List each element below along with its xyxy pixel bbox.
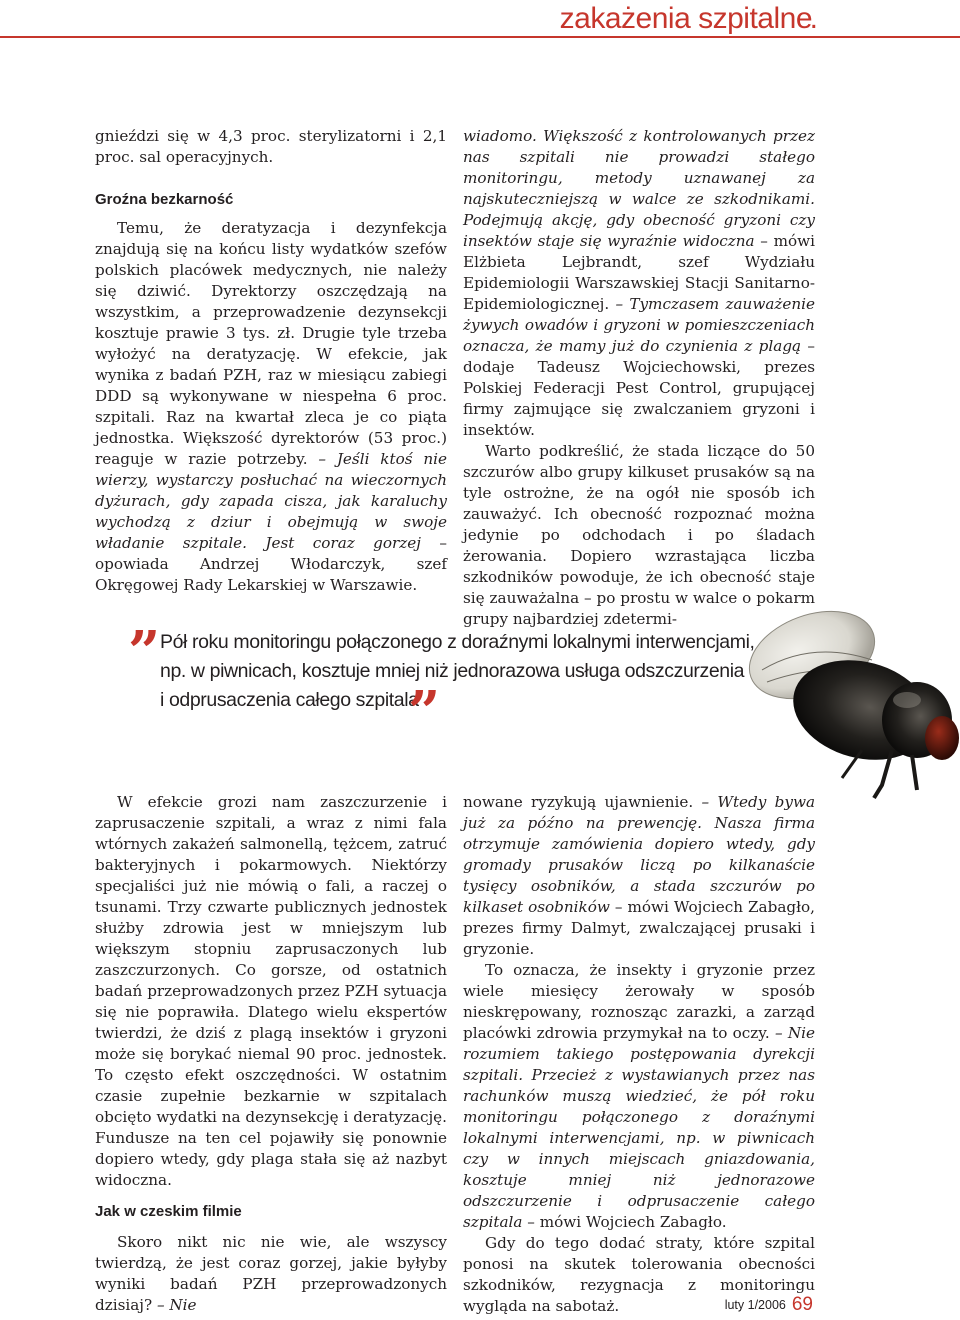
fly-photo	[742, 600, 960, 800]
paragraph: Skoro nikt nic nie wie, ale wszyscy twierdzą, że jest coraz gorzej, jakie byłyby wyniki badań PZH przeprowadzonych dzisiaj? – Nie	[95, 1233, 447, 1314]
column-2	[463, 126, 815, 630]
paragraph: W efekcie grozi nam zaszczurzenie i zaprusaczenie szpitali, a wraz z nimi fala wtórnych zakażeń salmonellą, tężcem, zatruć bakteryjnych i pokarmowych. Niektórzy specjaliści już nie mówią o fali, a raczej o tsunami. Trzy czwarte publicznych jednostek służby zdrowia jest w mniejszym lub większym stopniu zaprusaczonych lub zaszczurzonych. Co gorsze, od ostatnich badań przeprowadzonych przez PZH sytuacja się nie poprawiła. Dlatego wielu ekspertów twierdzi, że dziś z plagą insektów i gryzoni może się borykać niemal 90 proc. jednostek. To często efekt oszczędności. W ostatnim czasie zupełnie bezkarnie w szpitalach obcięto wydatki na dezynsekcję i deratyzację. Fundusze na ten cel pojawiły się ponownie dopiero wtedy, gdy plaga stała się aż nazbyt widoczna.	[95, 793, 447, 1189]
header-rule	[0, 36, 960, 38]
page-header	[0, 0, 960, 42]
pull-quote-text	[160, 628, 760, 715]
column-1	[95, 126, 447, 596]
open-quote-mark: ”	[128, 619, 161, 685]
fly-eye	[925, 716, 959, 760]
paragraph: wiadomo. Większość z kontrolowanych przez nas szpitali nie prowadzi stałego monitoringu, metody uznawanej za najskuteczniejszą w walce ze szkodnikami. Podejmują akcję, gdy obecność gryzoni czy insektów staje się wyraźnie widoczna – mówi Elżbieta Lejbrandt, szef Wydziału Epidemiologii Warszawskiej Stacji Sanitarno-Epidemiologicznej. – Tymczasem zauważenie żywych owadów i gryzoni w pomieszczeniach oznacza, że mamy już do czynienia z plagą – dodaje Tadeusz Wojciechowski, prezes Polskiej Federacji Pest Control, grupującej firmy zajmujące się zwalczaniem gryzoni i insektów.	[463, 127, 816, 439]
paragraph: Temu, że deratyzacja i dezynfekcja znajdują się na końcu listy wydatków szefów polskich placówek medycznych, nie należy się dziwić. Dyrektorzy oszczędzają na wszystkim, a przeprowadzenie dezynsekcji kosztuje prawie 3 tys. zł. Drugie tyle trzeba wyłożyć na deratyzację. W efekcie, jak wynika z badań PZH, raz w miesiącu zabiegi DDD są wykonywane w niespełna 6 proc. szpitali. Raz na kwartał zleca je co piąta jednostka. Większość dyrektorów (53 proc.) reaguje w razie potrzeby. – Jeśli ktoś nie wierzy, wystarczy posłuchać na wieczornych dyżurach, gdy zapada cisza, jak karaluchy wychodzą z dziur i obejmują w swoje władanie szpitale. Jest coraz gorzej – opowiada Andrzej Włodarczyk, szef Okręgowej Rady Lekarskiej w Warszawie.	[95, 219, 448, 594]
paragraph: gnieździ się w 4,3 proc. sterylizatorni i 2,1 proc. sal operacyjnych.	[95, 127, 447, 166]
close-quote-mark: ”	[408, 679, 441, 745]
subheading-jak-w-czeskim-filmie: Jak w czeskim filmie	[95, 1203, 242, 1220]
issue-label: luty 1/2006	[724, 1298, 786, 1312]
paragraph: Gdy do tego dodać straty, które szpital ponosi na skutek tolerowania obecności szkodników, rezygnacja z monitoringu wygląda na sabotaż.	[463, 1234, 815, 1315]
pull-quote-line: np. w piwnicach, kosztuje mniej niż jednorazowa usługa odszczurzenia	[160, 660, 745, 682]
section-title-dot: .	[809, 2, 818, 35]
pull-quote-line: i odprusaczenia całego szpitala	[160, 689, 419, 711]
page-footer	[725, 1294, 813, 1316]
column-3	[95, 792, 447, 1316]
pull-quote-line: Pół roku monitoringu połączonego z doraźnymi lokalnymi interwencjami,	[160, 631, 755, 653]
paragraph: Warto podkreślić, że stada liczące do 50 szczurów albo grupy kilkuset prusaków są na tyle ostrożne, że na ogół nie sposób ich zauważyć. Ich obecność rozpoznać można jedynie po odchodach i po śladach żerowania. Dopiero wzrastająca liczba szkodników powoduje, że ich obecność staje się zauważalna – po prostu w walce o pokarm grupy najbardziej zdetermi-	[463, 442, 815, 628]
subheading-grozna-bezkarnosc: Groźna bezkarność	[95, 191, 234, 208]
paragraph: nowane ryzykują ujawnienie. – Wtedy bywa już za późno na prewencję. Nasza firma otrzymuje zamówienia dopiero wtedy, gdy gromady prusaków liczą po kilkanaście tysięcy osobników, a stada szczurów po kilkaset osobników – mówi Wojciech Zabagło, prezes firmy Dalmyt, zwalczającej prusaki i gryzonie.	[463, 793, 816, 958]
section-title: zakażenia szpitalne	[559, 2, 812, 35]
page-number: 69	[791, 1294, 813, 1315]
paragraph: To oznacza, że insekty i gryzonie przez wiele miesięcy żerowały w sposób nieskrępowany, roznosząc zarazki, a zarząd placówki zdrowia przymykał na to oczy. – Nie rozumiem takiego postępowania dyrekcji szpitali. Przecież z wystawianych przez nas rachunków muszą wiedzieć, że pół roku monitoringu połączonego z doraźnymi lokalnymi interwencjami, np. w piwnicach czy w innych miejscach gniazdowania, kosztuje mniej niż jednorazowe odszczurzenie i odprusaczenie całego szpitala – mówi Wojciech Zabagło.	[463, 961, 815, 1231]
column-4	[463, 792, 815, 1317]
